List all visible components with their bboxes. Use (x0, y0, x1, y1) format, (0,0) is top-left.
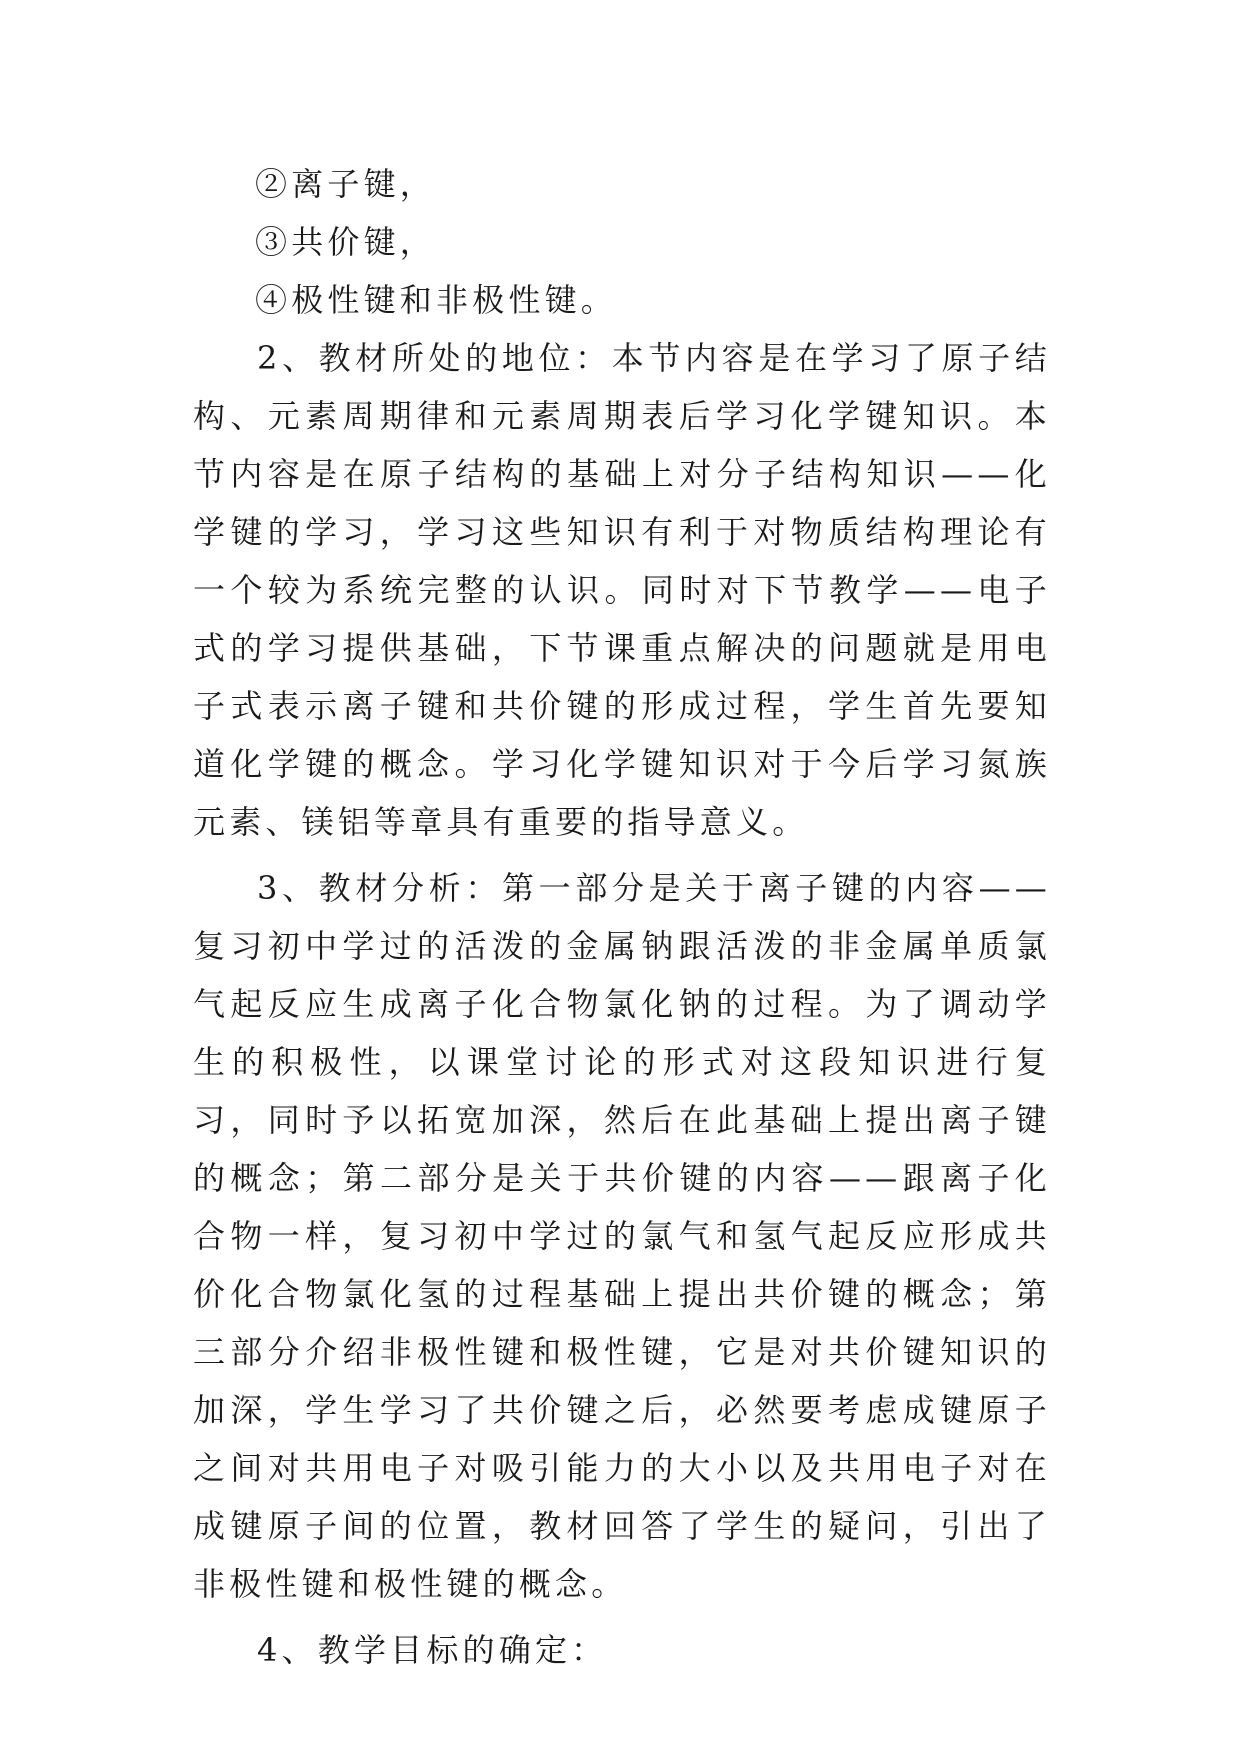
list-item-polar-bond: ④极性键和非极性键。 (255, 281, 618, 319)
paragraph-teaching-objectives: 4、教学目标的确定： (257, 1631, 608, 1669)
document-page (193, 155, 1051, 1679)
list-item-covalent-bond: ③共价键， (255, 223, 437, 261)
paragraph-textbook-position: 2、教材所处的地位：本节内容是在学习了原子结构、元素周期律和元素周期表后学习化学键知识。本节内容是在原子结构的基础上对分子结构知识——化学键的学习，学习这些知识有利于对物质结构理论有一个较为系统完整的认识。同时对下节教学——电子式的学习提供基础，下节课重点解决的问题就是用电子式表示离子键和共价键的形成过程，学生首先要知道化学键的概念。学习化学键知识对于今后学习氮族元素、镁铝等章具有重要的指导意义。 (193, 339, 1051, 841)
paragraph-textbook-analysis: 3、教材分析：第一部分是关于离子键的内容——复习初中学过的活泼的金属钠跟活泼的非金属单质氯气起反应生成离子化合物氯化钠的过程。为了调动学生的积极性，以课堂讨论的形式对这段知识进行复习，同时予以拓宽加深，然后在此基础上提出离子键的概念；第二部分是关于共价键的内容——跟离子化合物一样，复习初中学过的氯气和氢气起反应形成共价化合物氯化氢的过程基础上提出共价键的概念；第三部分介绍非极性键和极性键，它是对共价键知识的加深，学生学习了共价键之后，必然要考虑成键原子之间对共用电子对吸引能力的大小以及共用电子对在成键原子间的位置，教材回答了学生的疑问，引出了非极性键和极性键的概念。 (193, 869, 1051, 1603)
list-item-ionic-bond: ②离子键， (255, 165, 437, 203)
